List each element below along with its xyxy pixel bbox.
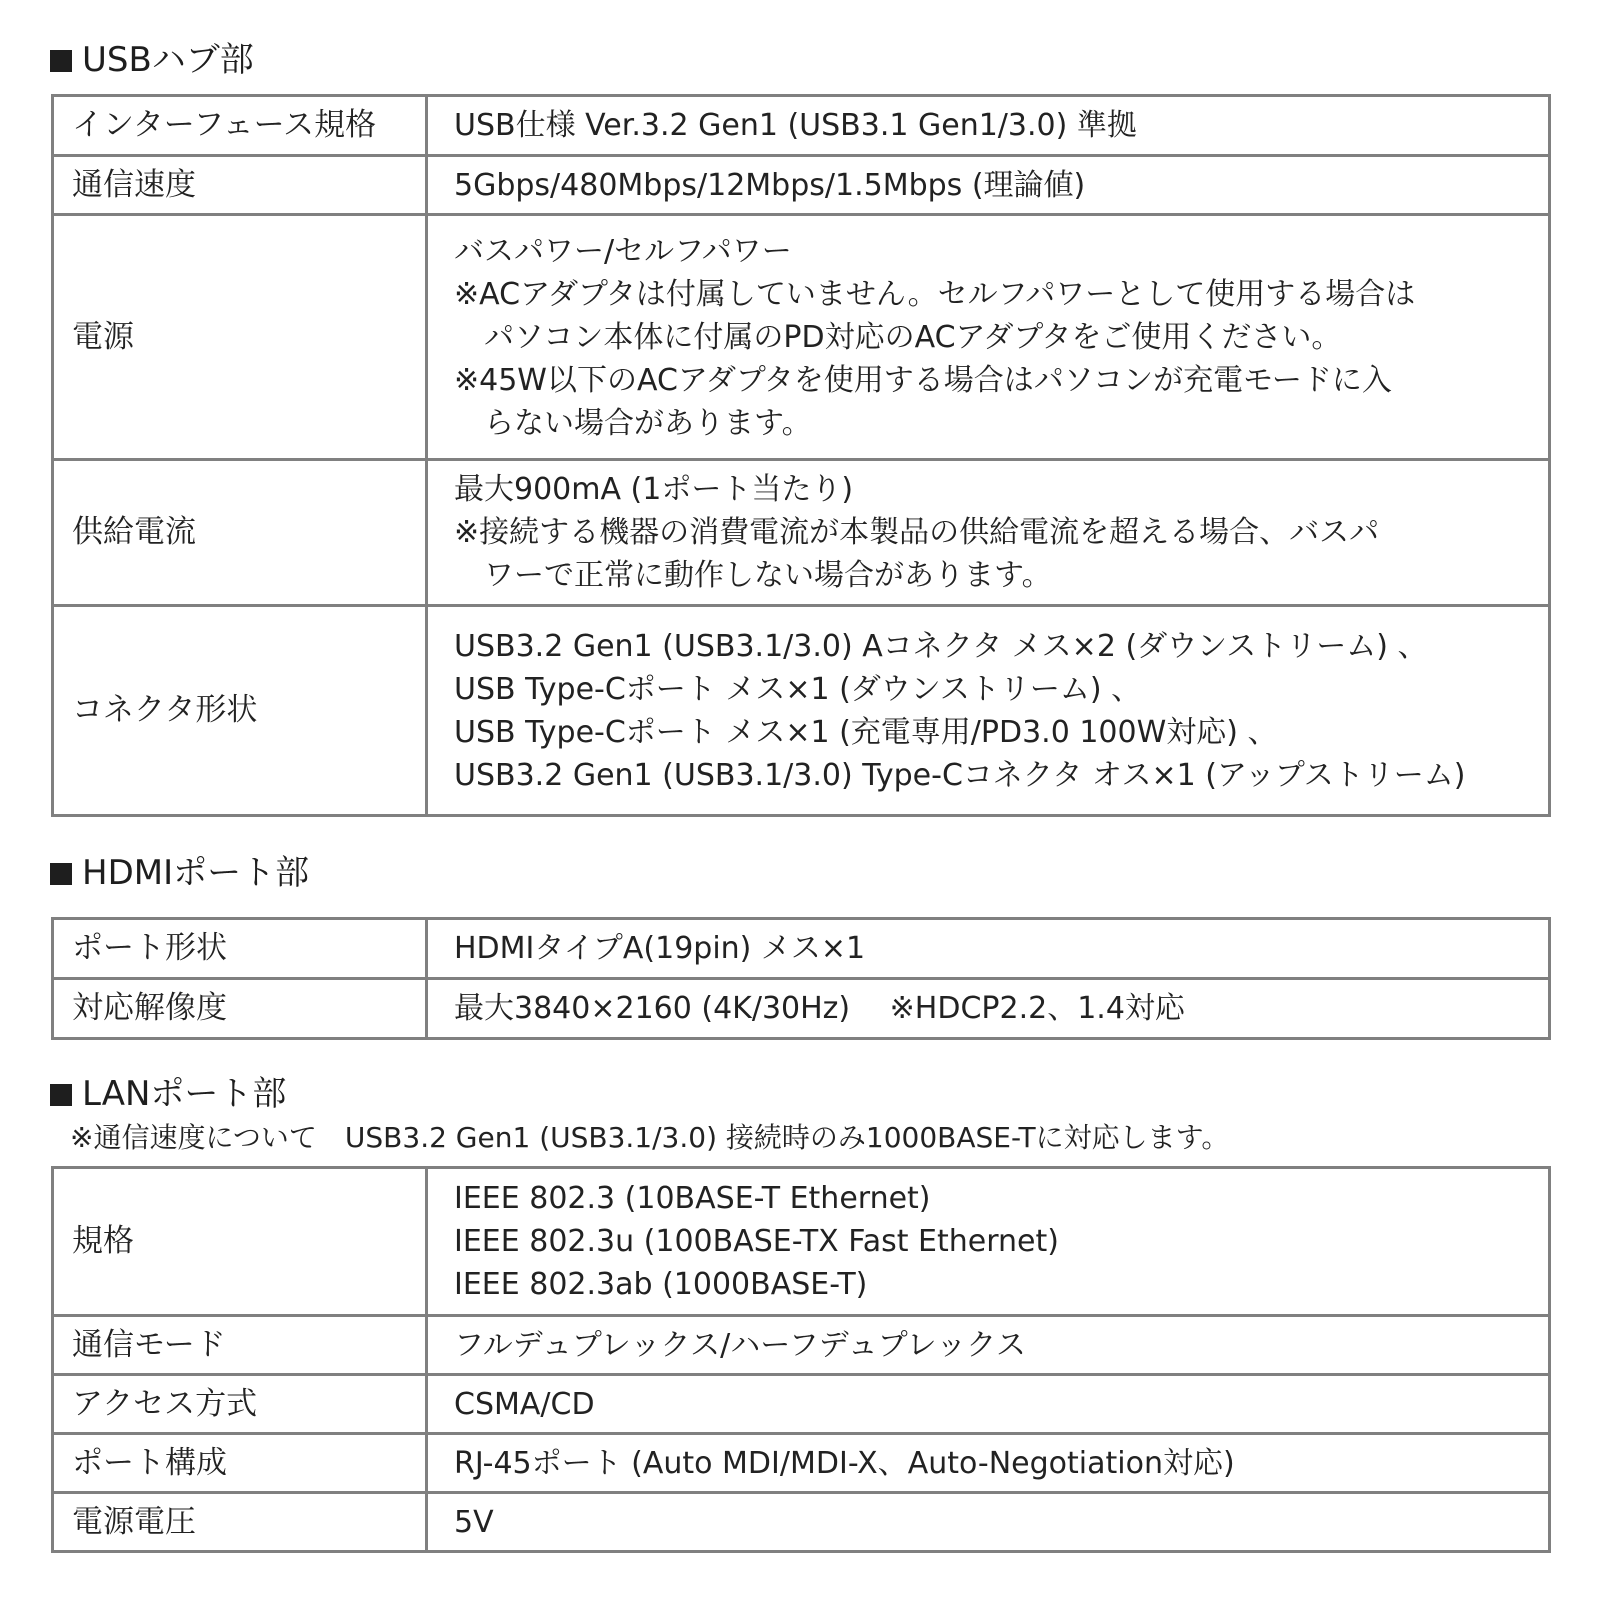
table-row xyxy=(53,215,1550,460)
spec-value-line: CSMA/CD xyxy=(454,1386,595,1422)
spec-value xyxy=(427,1375,1550,1434)
table-row xyxy=(53,1316,1550,1375)
spec-value-line: らない場合があります。 xyxy=(484,405,812,441)
spec-value xyxy=(427,215,1550,460)
spec-value-line: USB Type-Cポート メス×1 (ダウンストリーム) 、 xyxy=(454,671,1142,707)
table-row xyxy=(53,606,1550,816)
square-bullet-icon xyxy=(50,863,72,885)
spec-value-line: USB Type-Cポート メス×1 (充電専用/PD3.0 100W対応) 、 xyxy=(454,714,1278,750)
spec-label: 通信モード xyxy=(53,1316,427,1375)
table-row xyxy=(53,156,1550,215)
spec-value-line: IEEE 802.3ab (1000BASE-T) xyxy=(454,1267,868,1302)
spec-value xyxy=(427,919,1550,979)
spec-value xyxy=(427,156,1550,215)
spec-value xyxy=(427,1316,1550,1375)
spec-label: 規格 xyxy=(53,1168,427,1316)
lan-section-title: LANポート部 xyxy=(82,1074,287,1114)
spec-value xyxy=(427,96,1550,156)
spec-value xyxy=(427,1493,1550,1552)
spec-value-line: ワーで正常に動作しない場合があります。 xyxy=(484,558,1052,593)
hdmi-spec-table xyxy=(51,917,1551,1040)
table-row xyxy=(53,979,1550,1039)
spec-label: ポート形状 xyxy=(53,919,427,979)
spec-label: インターフェース規格 xyxy=(53,96,427,156)
spec-value-line: パソコン本体に付属のPD対応のACアダプタをご使用ください。 xyxy=(484,319,1342,355)
spec-value-line: USB3.2 Gen1 (USB3.1/3.0) Aコネクタ メス×2 (ダウンストリーム) 、 xyxy=(454,628,1428,664)
hdmi-section-heading xyxy=(50,853,309,893)
spec-value-line: HDMIタイプA(19pin) メス×1 xyxy=(454,931,866,966)
table-row xyxy=(53,1168,1550,1316)
spec-label: 対応解像度 xyxy=(53,979,427,1039)
spec-value-line: RJ-45ポート (Auto MDI/MDI-X、Auto-Negotiation対応) xyxy=(454,1445,1235,1481)
spec-label: アクセス方式 xyxy=(53,1375,427,1434)
table-row xyxy=(53,460,1550,606)
spec-value-line: USB3.2 Gen1 (USB3.1/3.0) Type-Cコネクタ オス×1 (アップストリーム) xyxy=(454,757,1466,793)
table-row xyxy=(53,1493,1550,1552)
usb-section-title: USBハブ部 xyxy=(82,40,254,80)
lan-spec-table xyxy=(51,1166,1551,1553)
table-row xyxy=(53,96,1550,156)
spec-value-line: ※接続する機器の消費電流が本製品の供給電流を超える場合、バスパ xyxy=(454,515,1380,550)
square-bullet-icon xyxy=(50,50,72,72)
spec-value xyxy=(427,1168,1550,1316)
spec-label: 供給電流 xyxy=(53,460,427,606)
spec-value-line: ※ACアダプタは付属していません。セルフパワーとして使用する場合は xyxy=(454,276,1416,312)
square-bullet-icon xyxy=(50,1084,72,1106)
spec-value-line: 最大3840×2160 (4K/30Hz) ※HDCP2.2、1.4対応 xyxy=(454,991,1185,1026)
spec-label: 電源電圧 xyxy=(53,1493,427,1552)
spec-value-line: ※45W以下のACアダプタを使用する場合はパソコンが充電モードに入 xyxy=(454,362,1392,398)
spec-value xyxy=(427,606,1550,816)
spec-value-line: USB仕様 Ver.3.2 Gen1 (USB3.1 Gen1/3.0) 準拠 xyxy=(454,108,1137,143)
spec-value-line: バスパワー/セルフパワー xyxy=(454,233,792,269)
table-row xyxy=(53,1375,1550,1434)
spec-value-line: 最大900mA (1ポート当たり) xyxy=(454,472,854,507)
table-row xyxy=(53,919,1550,979)
usb-section-heading xyxy=(50,40,254,80)
spec-value-line: 5V xyxy=(454,1504,494,1540)
lan-section-heading xyxy=(50,1074,286,1114)
spec-value-line: 5Gbps/480Mbps/12Mbps/1.5Mbps (理論値) xyxy=(454,167,1086,203)
lan-speed-note: ※通信速度について USB3.2 Gen1 (USB3.1/3.0) 接続時のみ1000BASE-Tに対応します。 xyxy=(70,1121,1230,1154)
spec-label: コネクタ形状 xyxy=(53,606,427,816)
spec-value-line: IEEE 802.3u (100BASE-TX Fast Ethernet) xyxy=(454,1224,1059,1259)
spec-label: 通信速度 xyxy=(53,156,427,215)
spec-label: 電源 xyxy=(53,215,427,460)
hdmi-section-title: HDMIポート部 xyxy=(82,853,310,893)
spec-value xyxy=(427,460,1550,606)
spec-label: ポート構成 xyxy=(53,1434,427,1493)
table-row xyxy=(53,1434,1550,1493)
spec-value xyxy=(427,979,1550,1039)
spec-value-line: フルデュプレックス/ハーフデュプレックス xyxy=(454,1327,1027,1363)
spec-value-line: IEEE 802.3 (10BASE-T Ethernet) xyxy=(454,1181,931,1216)
spec-value xyxy=(427,1434,1550,1493)
usb-spec-table xyxy=(51,94,1551,817)
